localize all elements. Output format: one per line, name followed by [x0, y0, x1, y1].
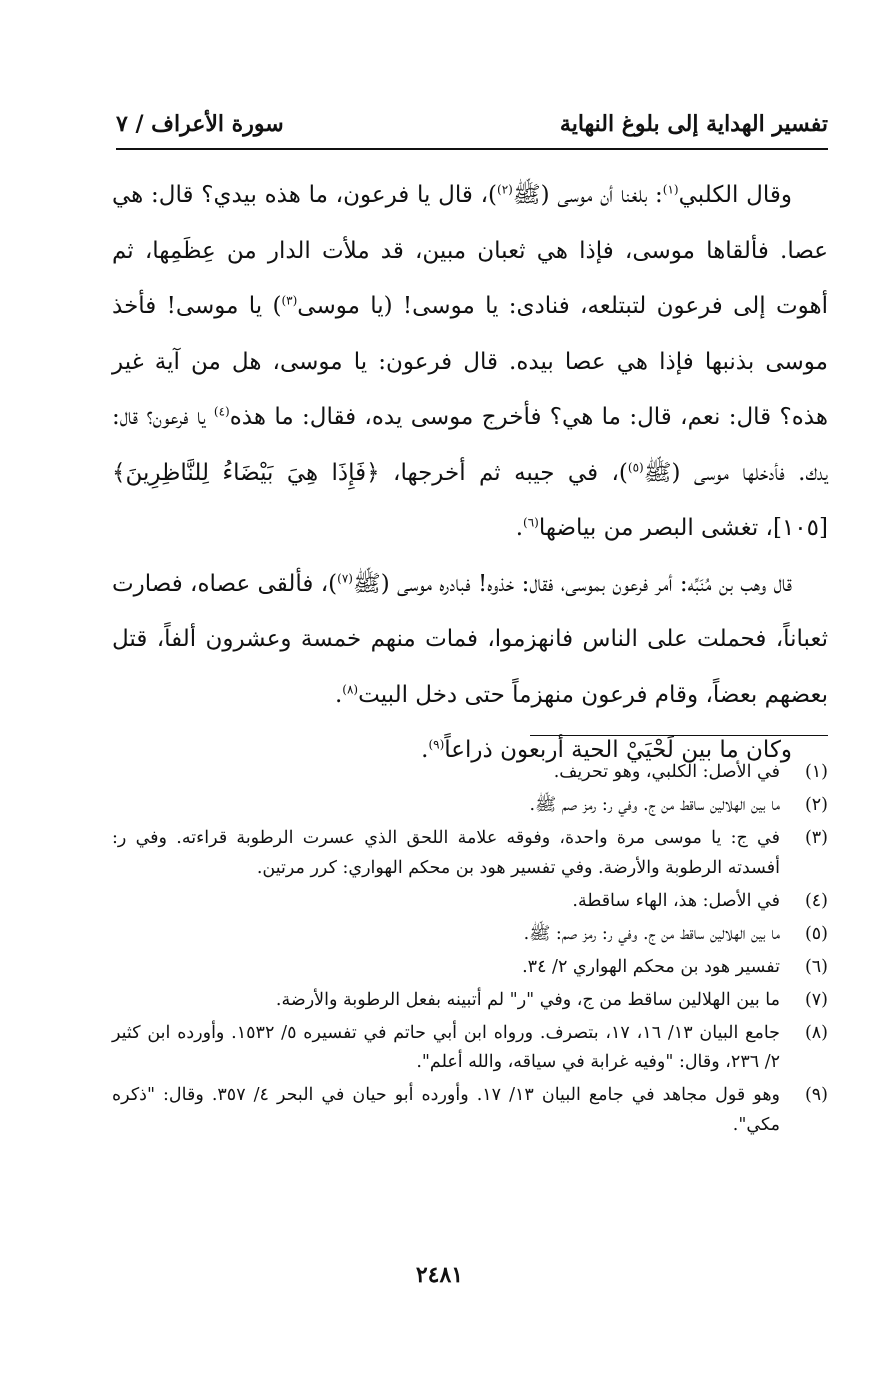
- footnote: [112, 920, 828, 950]
- footnote-text: وهو قول مجاهد في جامع البيان ١٣/ ١٧. وأورده أبو حيان في البحر ٤/ ٣٥٧. وقال: "ذكره مكي".: [112, 1085, 780, 1135]
- footnote-text: جامع البيان ١٣/ ١٦، ١٧، بتصرف. ورواه ابن أبي حاتم في تفسيره ٥/ ١٥٣٢. وأورده ابن كثير ٢/ ٢٣٦، وقال: "وفيه غرابة في سياقه، والله أعلم".: [112, 1022, 781, 1072]
- footnote-ref: (٧): [337, 570, 353, 585]
- footnote: [112, 986, 828, 1016]
- text-run: )، في جيبه ثم أخرجها، ﴿فَإِذَا هِيَ بَيْضَاءُ لِلنَّاظِرِينَ﴾ [١٠٥]، تغشى البصر من بياضها: [112, 459, 828, 541]
- text-run: .: [334, 681, 343, 708]
- text-run: )، فألقى عصاه، فصارت ثعباناً، فحملت على الناس فانهزموا، فمات منهم خمسة وعشرون ألفاً، قتل بعضهم بعضاً، وقام فرعون منهزماً حتى دخل البيت: [112, 570, 828, 708]
- footnote-ref: (٣): [281, 293, 298, 308]
- main-text: [112, 168, 828, 779]
- footnote-number: (٦): [804, 956, 828, 977]
- text-run: وكان ما بين لَحْيَيْ الحية أربعون ذراعاً: [444, 737, 792, 763]
- footnote-ref: (٨): [342, 681, 359, 696]
- paragraph: [112, 557, 828, 724]
- footnote-number: (٤): [804, 890, 828, 911]
- footnote: [112, 887, 828, 917]
- text-run: وقال الكلبي: [678, 182, 792, 208]
- running-header: [116, 104, 828, 144]
- text-run: : بلغنا أن موسى (ﷺ: [512, 182, 663, 208]
- footnote-number: (٧): [804, 989, 828, 1010]
- footnote-text: في الأصل: هذ، الهاء ساقطة.: [572, 890, 780, 911]
- footnote-text: ما بين الهلالين ساقط من ج. وفي ر: رمز صم ﷺ.: [529, 795, 780, 815]
- text-run: يا فرعون؟ قال: يدك. فأدخلها موسى (ﷺ: [112, 404, 829, 486]
- footnote: [112, 791, 828, 821]
- footnote-ref: (٢): [497, 182, 513, 197]
- footnote: [112, 1019, 828, 1078]
- footnote-text: في الأصل: الكلبي، وهو تحريف.: [553, 762, 780, 782]
- footnote-ref: (٤): [213, 404, 230, 419]
- text-run: قال وهب بن مُنَبِّه: أمر فرعون بموسى، فقال: خذوه! فبادره موسى (ﷺ: [352, 570, 792, 597]
- footnote-number: (١): [804, 762, 828, 782]
- footnote-text: في ج: يا موسى مرة واحدة، وفوقه علامة اللحق الذي عسرت الرطوبة قراءته. وفي ر: أفسدته الرطوبة والأرضة. وفي تفسير هود بن محكم الهواري: كرر مرتين.: [112, 828, 780, 878]
- surah-label: سورة الأعراف / ٧: [116, 111, 284, 137]
- page-number: ٢٤٨١: [415, 1262, 464, 1288]
- footnote: [112, 1081, 828, 1140]
- text-run: .: [515, 515, 523, 541]
- footnote-ref: (٩): [428, 737, 445, 752]
- footnote-ref: (١): [662, 182, 679, 197]
- footnote-number: (٥): [804, 923, 828, 944]
- text-run: ) يا موسى! فأخذ موسى بذنبها فإذا هي عصا بيده. قال فرعون: يا موسى، هل من آية غير هذه؟ قال: نعم، قال: ما هي؟ فأخرج موسى يده، فقال: ما هذه: [112, 293, 828, 430]
- text-run: )، قال يا فرعون، ما هذه بيدي؟ قال: هي عصا. فألقاها موسى، فإذا هي ثعبان مبين، قد ملأت الدار من عِظَمِها، ثم أهوت إلى فرعون لتبتلعه، فنادى: يا موسى! (يا موسى: [112, 182, 828, 319]
- footnote-number: (٢): [804, 795, 828, 815]
- footnote-text: تفسير هود بن محكم الهواري ٢/ ٣٤.: [522, 956, 780, 977]
- footnote-rule: [530, 735, 828, 736]
- paragraph: [112, 168, 828, 557]
- footnote: [112, 824, 828, 883]
- footnote: [112, 953, 828, 983]
- book-title: تفسير الهداية إلى بلوغ النهاية: [559, 111, 828, 137]
- footnote-number: (٣): [804, 828, 828, 848]
- footnote-text: ما بين الهلالين ساقط من ج. وفي ر: رمز صم: ﷺ.: [523, 923, 780, 944]
- footnote-text: ما بين الهلالين ساقط من ج، وفي "ر" لم أتبينه بفعل الرطوبة والأرضة.: [275, 989, 780, 1010]
- footnote-ref: (٥): [627, 459, 644, 474]
- text-run: .: [421, 737, 429, 763]
- footnote-ref: (٦): [523, 515, 539, 530]
- footnote-number: (٨): [804, 1022, 828, 1043]
- footnotes: [112, 758, 828, 1144]
- footnote: [112, 758, 828, 788]
- footnote-number: (٩): [804, 1085, 828, 1105]
- header-rule: [116, 148, 828, 150]
